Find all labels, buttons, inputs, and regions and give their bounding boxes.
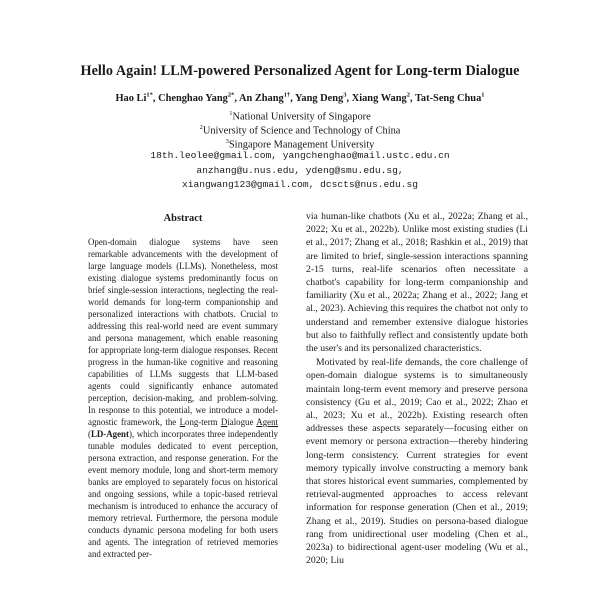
affiliation: $^2$University of Science and Technology of China bbox=[199, 124, 401, 137]
email-line[interactable]: xiangwang123@gmail.com, dcscts@nus.edu.sg bbox=[181, 179, 419, 190]
author: An Zhang$^{1\dagger}$, bbox=[238, 92, 296, 105]
author: Yang Deng$^3$, bbox=[295, 92, 352, 105]
affiliation: $^1$National University of Singapore bbox=[229, 110, 371, 123]
body-paragraph: Motivated by real-life demands, the core challenge of open-domain dialogue systems is to simultaneously maintain long-term event memory and preserve persona consistency (Gu et al., 2019; Cao et al., 2022; Zhao et al., 2023; Xu et al., 2022b). Existing research often addresses these aspects separately—focusing either on event memory or persona extraction—thereby hindering long-term consistency. Current strategies for event memory typically involve constructing a memory bank that stores historical event summaries, complemented by retrieval-augmented approaches to access relevant information for response generation (Chen et al., 2019; Zhang et al., 2019). Studies on persona-based dialogue rang from unidirectional user modeling (Chen et al., 2023a) to bidirectional agent-user modeling (Wu et al., 2020; Liu bbox=[306, 357, 528, 567]
author: Tat-Seng Chua$^1$ bbox=[414, 92, 485, 105]
intro-column bbox=[306, 210, 528, 567]
author: Hao $Li^{1*}$, bbox=[115, 92, 159, 105]
author-list bbox=[0, 92, 600, 104]
abstract-text: Open-domain dialogue systems have seen remarkable advancements with the development of large language models (LLMs). Nonetheless, most existing dialogue systems predominantly focus on brief single-session interactions, neglecting the real-world demands for long-term companionship and personalized interactions with chatbots. Crucial to addressing this real-world need are event summary and persona management, which enable reasoning for appropriate long-term dialogue responses. Recent progress in the human-like cognitive and reasoning capabilities of LLMs suggests that LLM-based agents could significantly enhance automated perception, decision-making, and problem-solving. In response to this potential, we introduce a model-agnostic framework, the Long-term Dialogue Agent (LD-Agent), which incorporates three independently tunable modules dedicated to event perception, persona extraction, and response generation. For the event memory module, long and short-term memory banks are employed to separately focus on historical and ongoing sessions, while a topic-based retrieval mechanism is introduced to enhance the accuracy of memory retrieval. Furthermore, the persona module conducts dynamic persona modeling for both users and agents. The integration of retrieved memories and extracted per- bbox=[88, 237, 278, 559]
abstract-heading: Abstract bbox=[163, 213, 203, 224]
body-paragraph: via human-like chatbots (Xu et al., 2022a; Zhang et al., 2022; Xu et al., 2022b). Unlike most existing studies (Li et al., 2017; Zhang et al., 2018; Rashkin et al., 2019) that are limited to brief, single-session interactions spanning 2-15 turns, real-life scenarios often necessitate a chatbot's capability for long-term companionship and familiarity (Xu et al., 2022a; Zhang et al., 2022; Jang et al., 2023). Achieving this requires the chatbot not only to understand and remember extensive dialogue histories but also to faithfully reflect and consistently update both the user's and its personalized characteristics. bbox=[306, 211, 528, 355]
affiliation: $^3$Singapore Management University bbox=[225, 138, 375, 151]
paper-title: Hello Again! LLM-powered Personalized Agent for Long-term Dialogue bbox=[80, 63, 520, 79]
email-line[interactable]: 18th.leolee@gmail.com, yangchenghao@mail.ustc.edu.cn bbox=[150, 150, 450, 161]
author: Xiang Wang$^2$, bbox=[351, 92, 415, 105]
email-line[interactable]: anzhang@u.nus.edu, ydeng@smu.edu.sg, bbox=[196, 165, 404, 176]
author: Chenghao Yang$^{2*}$, bbox=[158, 92, 239, 105]
